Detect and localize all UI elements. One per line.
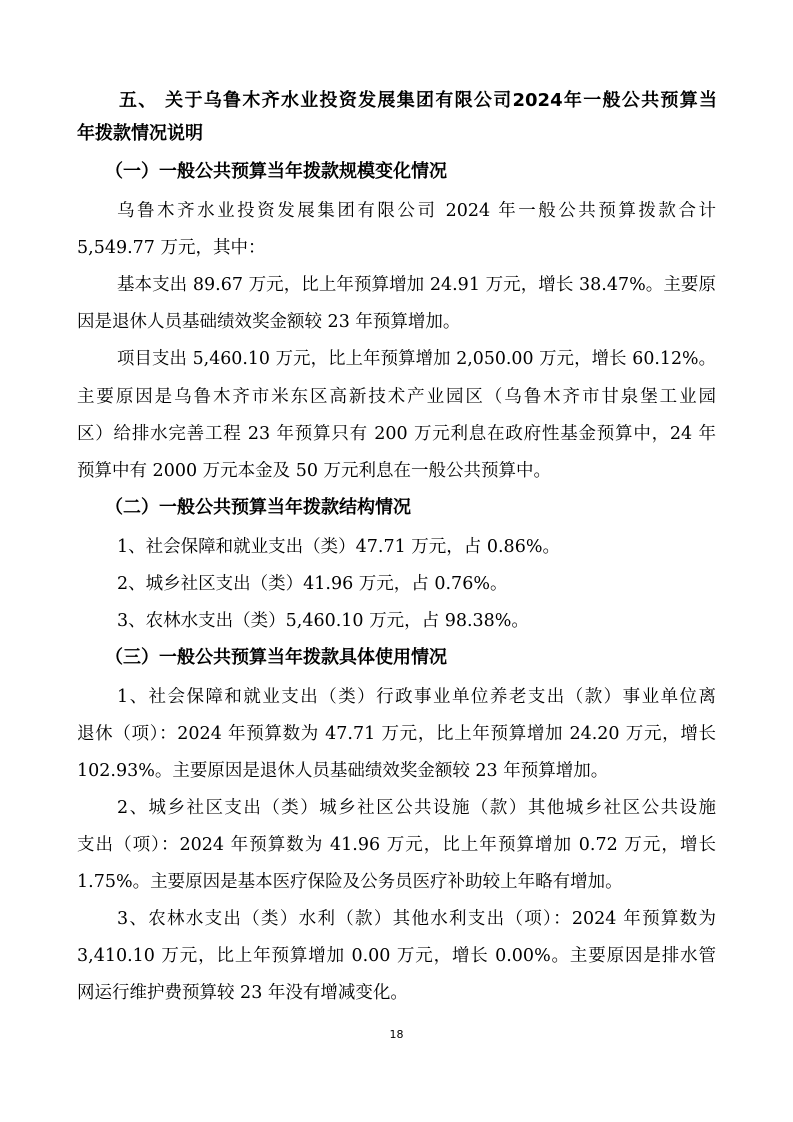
section-1-paragraph-line: 预算中有 2000 万元本金及 50 万元利息在一般公共预算中。 (77, 461, 552, 481)
section-1-title: （一）一般公共预算当年拨款规模变化情况 (105, 161, 447, 182)
section-3-title: （三）一般公共预算当年拨款具体使用情况 (105, 647, 447, 668)
section-2-list-item: 2、城乡社区支出（类）41.96 万元，占 0.76%。 (117, 574, 508, 594)
section-3-paragraph-line: 1、社会保障和就业支出（类）行政事业单位养老支出（款）事业单位离 (117, 687, 716, 707)
section-2-title: （二）一般公共预算当年拨款结构情况 (105, 497, 411, 518)
section-1-paragraph-line: 基本支出 89.67 万元，比上年预算增加 24.91 万元，增长 38.47%。主要原 (117, 275, 716, 295)
section-1-paragraph-line: 项目支出 5,460.10 万元，比上年预算增加 2,050.00 万元，增长 60.12%。 (117, 349, 716, 369)
heading-line-1: 五、 关于乌鲁木齐水业投资发展集团有限公司2024年一般公共预算当 (119, 90, 717, 111)
heading-line-2: 年拨款情况说明 (77, 123, 203, 144)
section-3-paragraph-line: 3、农林水支出（类）水利（款）其他水利支出（项）：2024 年预算数为 (117, 909, 716, 929)
section-3-paragraph-line: 退休（项）：2024 年预算数为 47.71 万元，比上年预算增加 24.20 万元，增长 (77, 724, 716, 744)
section-3-paragraph-line: 102.93%。主要原因是退休人员基础绩效奖金额较 23 年预算增加。 (77, 761, 609, 781)
section-2-list-item: 1、社会保障和就业支出（类）47.71 万元，占 0.86%。 (117, 537, 560, 557)
section-1-paragraph-line: 5,549.77 万元，其中： (77, 238, 266, 258)
section-2-list-item: 3、农林水支出（类）5,460.10 万元，占 98.38%。 (117, 611, 529, 631)
section-1-paragraph-line: 主要原因是乌鲁木齐市米东区高新技术产业园区（乌鲁木齐市甘泉堡工业园 (77, 387, 716, 407)
section-1-paragraph-line: 乌鲁木齐水业投资发展集团有限公司 2024 年一般公共预算拨款合计 (117, 201, 716, 221)
section-3-paragraph-line: 支出（项）：2024 年预算数为 41.96 万元，比上年预算增加 0.72 万元，增长 (77, 835, 716, 855)
section-3-paragraph-line: 2、城乡社区支出（类）城乡社区公共设施（款）其他城乡社区公共设施 (117, 798, 716, 818)
section-3-paragraph-line: 1.75%。主要原因是基本医疗保险及公务员医疗补助较上年略有增加。 (77, 872, 623, 892)
section-3-paragraph-line: 3,410.10 万元，比上年预算增加 0.00 万元，增长 0.00%。主要原因是排水管 (77, 946, 716, 966)
section-1-paragraph-line: 因是退休人员基础绩效奖金额较 23 年预算增加。 (77, 312, 461, 332)
section-1-paragraph-line: 区）给排水完善工程 23 年预算只有 200 万元利息在政府性基金预算中，24 年 (77, 424, 716, 444)
page-number: 18 (389, 1028, 404, 1041)
section-3-paragraph-line: 网运行维护费预算较 23 年没有增减变化。 (77, 983, 408, 1003)
